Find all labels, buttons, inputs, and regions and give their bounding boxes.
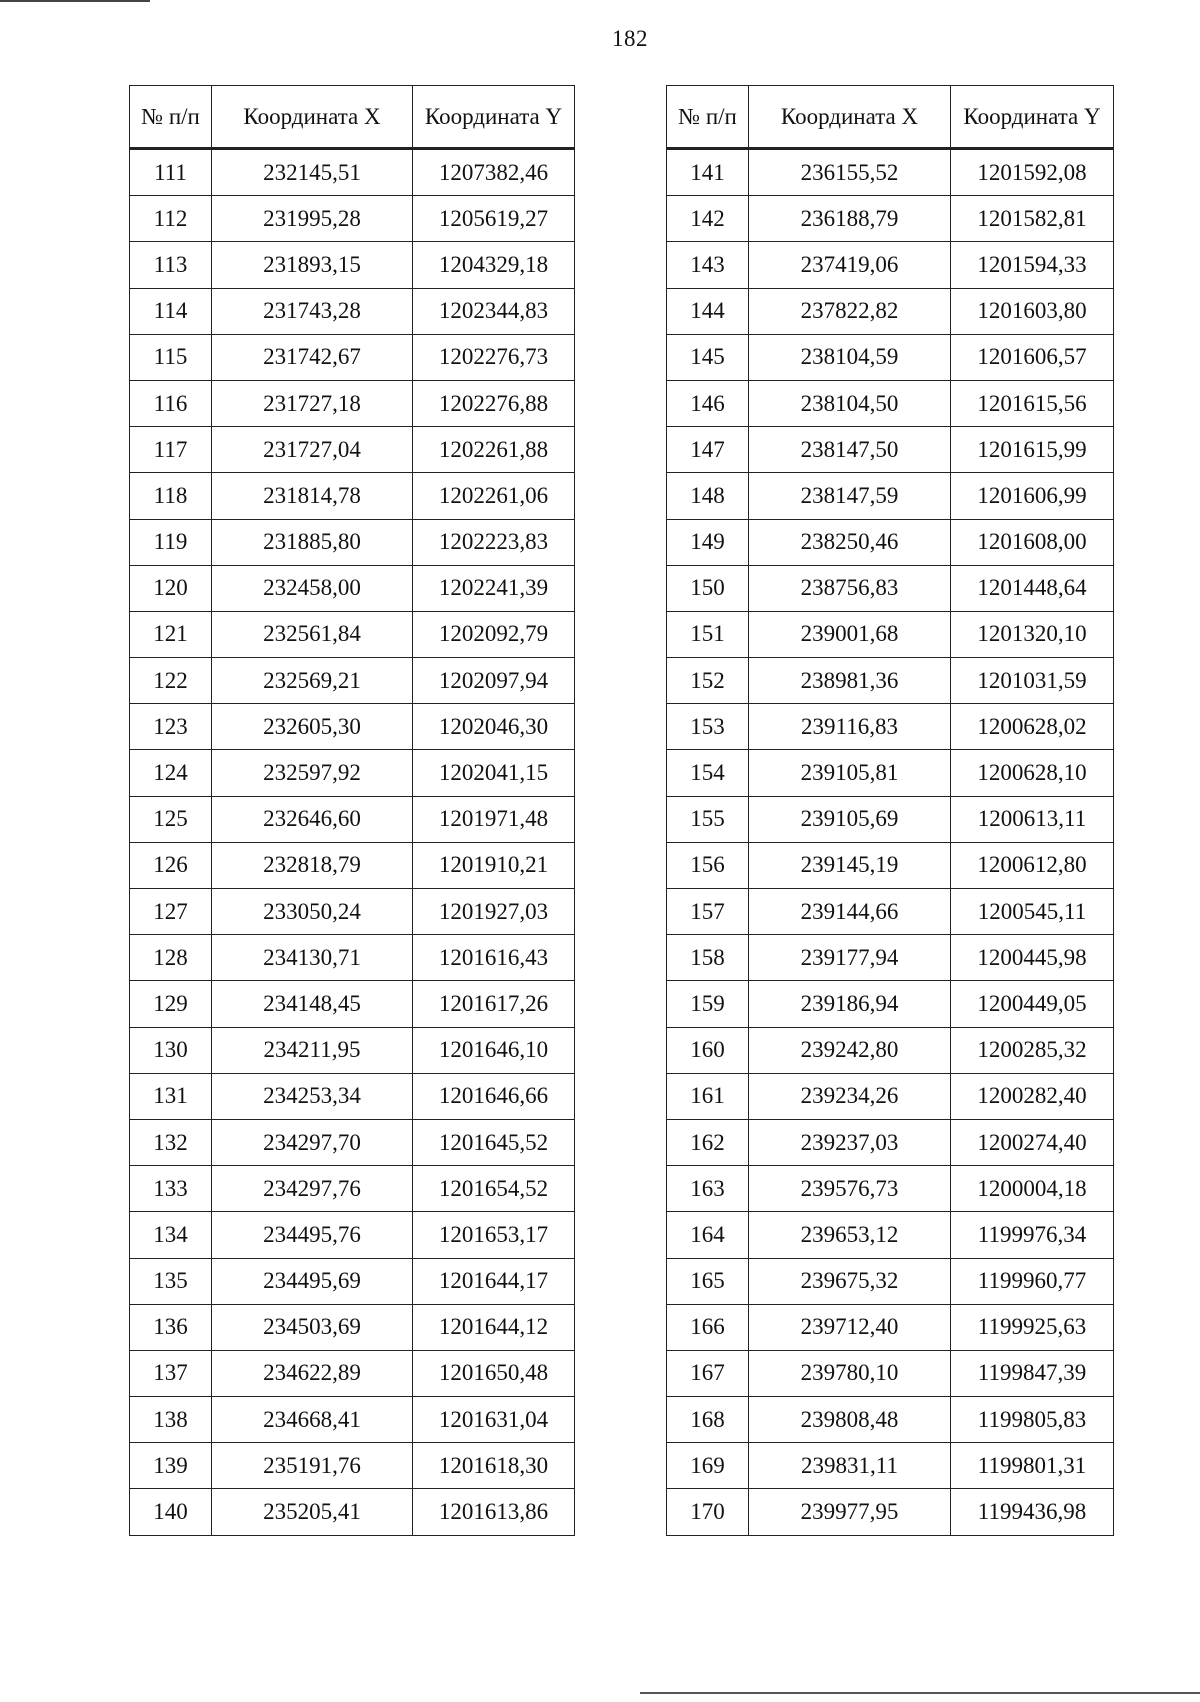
cell-num: 111 — [130, 149, 212, 196]
cell-y: 1202261,88 — [413, 427, 575, 473]
cell-num: 134 — [130, 1212, 212, 1258]
cell-y: 1202241,39 — [413, 565, 575, 611]
cell-x: 239001,68 — [749, 611, 951, 657]
cell-num: 143 — [667, 242, 749, 288]
cell-y: 1201320,10 — [951, 611, 1114, 657]
cell-x: 239712,40 — [749, 1304, 951, 1350]
cell-x: 239237,03 — [749, 1119, 951, 1165]
cell-y: 1201644,17 — [413, 1258, 575, 1304]
cell-x: 234668,41 — [212, 1397, 413, 1443]
cell-x: 231814,78 — [212, 473, 413, 519]
cell-x: 238981,36 — [749, 658, 951, 704]
table-row — [130, 1304, 575, 1350]
cell-y: 1201910,21 — [413, 842, 575, 888]
cell-num: 166 — [667, 1304, 749, 1350]
table-row — [667, 1304, 1114, 1350]
table-row — [667, 1212, 1114, 1258]
table-row — [130, 750, 575, 796]
cell-y: 1200004,18 — [951, 1166, 1114, 1212]
cell-num: 139 — [130, 1443, 212, 1489]
cell-y: 1201031,59 — [951, 658, 1114, 704]
cell-y: 1200612,80 — [951, 842, 1114, 888]
cell-y: 1201971,48 — [413, 796, 575, 842]
cell-y: 1199801,31 — [951, 1443, 1114, 1489]
table-row — [667, 935, 1114, 981]
cell-x: 231885,80 — [212, 519, 413, 565]
cell-x: 232605,30 — [212, 704, 413, 750]
header-num: № п/п — [130, 86, 212, 149]
cell-num: 122 — [130, 658, 212, 704]
cell-x: 239977,95 — [749, 1489, 951, 1535]
cell-num: 135 — [130, 1258, 212, 1304]
cell-y: 1201582,81 — [951, 196, 1114, 242]
table-row — [667, 842, 1114, 888]
cell-num: 128 — [130, 935, 212, 981]
cell-num: 147 — [667, 427, 749, 473]
table-row — [130, 1119, 575, 1165]
cell-y: 1202344,83 — [413, 288, 575, 334]
cell-num: 158 — [667, 935, 749, 981]
table-row — [667, 380, 1114, 426]
cell-num: 115 — [130, 334, 212, 380]
cell-x: 234495,76 — [212, 1212, 413, 1258]
table-row — [667, 1258, 1114, 1304]
cell-x: 239105,81 — [749, 750, 951, 796]
cell-x: 234211,95 — [212, 1027, 413, 1073]
table-row — [130, 519, 575, 565]
cell-num: 161 — [667, 1073, 749, 1119]
table-row — [130, 1397, 575, 1443]
cell-x: 238250,46 — [749, 519, 951, 565]
cell-x: 238104,59 — [749, 334, 951, 380]
table-row — [130, 1258, 575, 1304]
header-y: Координата Y — [951, 86, 1114, 149]
table-row — [130, 1443, 575, 1489]
cell-num: 124 — [130, 750, 212, 796]
cell-y: 1201646,10 — [413, 1027, 575, 1073]
page-number: 182 — [612, 26, 648, 51]
table-row — [130, 380, 575, 426]
table-row — [667, 519, 1114, 565]
cell-y: 1201618,30 — [413, 1443, 575, 1489]
table-row — [667, 981, 1114, 1027]
cell-x: 239116,83 — [749, 704, 951, 750]
table-row — [667, 427, 1114, 473]
cell-y: 1199925,63 — [951, 1304, 1114, 1350]
table-row — [130, 889, 575, 935]
cell-num: 133 — [130, 1166, 212, 1212]
cell-num: 149 — [667, 519, 749, 565]
table-row — [130, 1212, 575, 1258]
cell-num: 130 — [130, 1027, 212, 1073]
cell-num: 137 — [130, 1350, 212, 1396]
table-row — [667, 1397, 1114, 1443]
cell-y: 1200628,10 — [951, 750, 1114, 796]
cell-y: 1201448,64 — [951, 565, 1114, 611]
cell-y: 1202097,94 — [413, 658, 575, 704]
cell-y: 1201927,03 — [413, 889, 575, 935]
cell-num: 155 — [667, 796, 749, 842]
cell-num: 157 — [667, 889, 749, 935]
cell-x: 238104,50 — [749, 380, 951, 426]
cell-y: 1207382,46 — [413, 149, 575, 196]
cell-x: 234622,89 — [212, 1350, 413, 1396]
cell-num: 120 — [130, 565, 212, 611]
cell-num: 152 — [667, 658, 749, 704]
cell-num: 168 — [667, 1397, 749, 1443]
table-row — [667, 704, 1114, 750]
table-row — [667, 288, 1114, 334]
cell-num: 117 — [130, 427, 212, 473]
cell-num: 159 — [667, 981, 749, 1027]
table-row — [130, 1027, 575, 1073]
cell-num: 150 — [667, 565, 749, 611]
table-row — [667, 565, 1114, 611]
cell-x: 234148,45 — [212, 981, 413, 1027]
cell-x: 235191,76 — [212, 1443, 413, 1489]
table-row — [667, 1166, 1114, 1212]
cell-x: 232569,21 — [212, 658, 413, 704]
cell-num: 144 — [667, 288, 749, 334]
cell-y: 1202276,88 — [413, 380, 575, 426]
cell-x: 238147,59 — [749, 473, 951, 519]
table-row — [667, 1350, 1114, 1396]
table-row — [667, 473, 1114, 519]
cell-y: 1202092,79 — [413, 611, 575, 657]
coordinates-table-left — [129, 85, 575, 1536]
table-row — [130, 427, 575, 473]
cell-num: 151 — [667, 611, 749, 657]
table-row — [667, 1073, 1114, 1119]
cell-num: 141 — [667, 149, 749, 196]
cell-num: 145 — [667, 334, 749, 380]
table-row — [667, 334, 1114, 380]
cell-num: 165 — [667, 1258, 749, 1304]
cell-y: 1200449,05 — [951, 981, 1114, 1027]
cell-y: 1202046,30 — [413, 704, 575, 750]
table-row — [667, 242, 1114, 288]
cell-num: 116 — [130, 380, 212, 426]
cell-num: 164 — [667, 1212, 749, 1258]
cell-y: 1201650,48 — [413, 1350, 575, 1396]
cell-num: 170 — [667, 1489, 749, 1535]
cell-num: 153 — [667, 704, 749, 750]
cell-num: 154 — [667, 750, 749, 796]
cell-x: 233050,24 — [212, 889, 413, 935]
cell-x: 239576,73 — [749, 1166, 951, 1212]
table-row — [130, 1489, 575, 1535]
table-row — [130, 1073, 575, 1119]
table-row — [130, 149, 575, 196]
cell-y: 1202276,73 — [413, 334, 575, 380]
cell-y: 1201645,52 — [413, 1119, 575, 1165]
cell-x: 237419,06 — [749, 242, 951, 288]
cell-x: 232646,60 — [212, 796, 413, 842]
cell-y: 1199805,83 — [951, 1397, 1114, 1443]
cell-x: 239105,69 — [749, 796, 951, 842]
table-row — [130, 658, 575, 704]
cell-y: 1199847,39 — [951, 1350, 1114, 1396]
table-row — [130, 334, 575, 380]
table-row — [130, 935, 575, 981]
cell-y: 1200445,98 — [951, 935, 1114, 981]
cell-x: 239242,80 — [749, 1027, 951, 1073]
cell-num: 112 — [130, 196, 212, 242]
table-header-row — [667, 86, 1114, 149]
cell-x: 232597,92 — [212, 750, 413, 796]
cell-y: 1202261,06 — [413, 473, 575, 519]
cell-y: 1201594,33 — [951, 242, 1114, 288]
cell-x: 239675,32 — [749, 1258, 951, 1304]
cell-num: 136 — [130, 1304, 212, 1350]
table-body-left — [130, 149, 575, 1536]
header-y: Координата Y — [413, 86, 575, 149]
cell-num: 131 — [130, 1073, 212, 1119]
cell-y: 1201646,66 — [413, 1073, 575, 1119]
cell-x: 239234,26 — [749, 1073, 951, 1119]
cell-y: 1201613,86 — [413, 1489, 575, 1535]
table-row — [667, 658, 1114, 704]
table-row — [130, 242, 575, 288]
table-row — [130, 796, 575, 842]
cell-y: 1201631,04 — [413, 1397, 575, 1443]
cell-x: 239144,66 — [749, 889, 951, 935]
cell-x: 234253,34 — [212, 1073, 413, 1119]
table-row — [667, 611, 1114, 657]
cell-num: 163 — [667, 1166, 749, 1212]
cell-y: 1199960,77 — [951, 1258, 1114, 1304]
cell-x: 232458,00 — [212, 565, 413, 611]
table-row — [667, 1489, 1114, 1535]
cell-y: 1200285,32 — [951, 1027, 1114, 1073]
coordinates-table-right — [666, 85, 1114, 1536]
table-body-right — [667, 149, 1114, 1536]
cell-x: 236155,52 — [749, 149, 951, 196]
cell-num: 119 — [130, 519, 212, 565]
cell-x: 234297,70 — [212, 1119, 413, 1165]
cell-y: 1200628,02 — [951, 704, 1114, 750]
cell-num: 127 — [130, 889, 212, 935]
cell-x: 239780,10 — [749, 1350, 951, 1396]
cell-x: 231727,18 — [212, 380, 413, 426]
table-row — [130, 704, 575, 750]
cell-x: 239145,19 — [749, 842, 951, 888]
cell-num: 113 — [130, 242, 212, 288]
cell-x: 231743,28 — [212, 288, 413, 334]
cell-num: 169 — [667, 1443, 749, 1489]
cell-y: 1201644,12 — [413, 1304, 575, 1350]
cell-y: 1201615,56 — [951, 380, 1114, 426]
cell-num: 114 — [130, 288, 212, 334]
table-row — [130, 842, 575, 888]
cell-x: 231742,67 — [212, 334, 413, 380]
cell-num: 148 — [667, 473, 749, 519]
cell-y: 1199976,34 — [951, 1212, 1114, 1258]
cell-x: 231995,28 — [212, 196, 413, 242]
cell-x: 237822,82 — [749, 288, 951, 334]
cell-x: 239831,11 — [749, 1443, 951, 1489]
cell-y: 1202223,83 — [413, 519, 575, 565]
cell-x: 234130,71 — [212, 935, 413, 981]
cell-y: 1201653,17 — [413, 1212, 575, 1258]
cell-num: 123 — [130, 704, 212, 750]
cell-num: 156 — [667, 842, 749, 888]
cell-y: 1199436,98 — [951, 1489, 1114, 1535]
scan-edge-mark — [0, 0, 150, 2]
cell-y: 1201608,00 — [951, 519, 1114, 565]
cell-y: 1200545,11 — [951, 889, 1114, 935]
cell-num: 138 — [130, 1397, 212, 1443]
cell-num: 162 — [667, 1119, 749, 1165]
cell-y: 1201606,99 — [951, 473, 1114, 519]
table-row — [130, 611, 575, 657]
table-row — [130, 196, 575, 242]
cell-x: 239653,12 — [749, 1212, 951, 1258]
cell-y: 1201606,57 — [951, 334, 1114, 380]
table-row — [667, 750, 1114, 796]
cell-x: 236188,79 — [749, 196, 951, 242]
cell-x: 232818,79 — [212, 842, 413, 888]
cell-y: 1200282,40 — [951, 1073, 1114, 1119]
cell-num: 125 — [130, 796, 212, 842]
cell-x: 239808,48 — [749, 1397, 951, 1443]
cell-x: 239186,94 — [749, 981, 951, 1027]
cell-x: 231727,04 — [212, 427, 413, 473]
table-row — [667, 196, 1114, 242]
cell-num: 121 — [130, 611, 212, 657]
cell-num: 132 — [130, 1119, 212, 1165]
cell-x: 239177,94 — [749, 935, 951, 981]
table-row — [667, 149, 1114, 196]
cell-x: 238756,83 — [749, 565, 951, 611]
cell-x: 231893,15 — [212, 242, 413, 288]
cell-y: 1201617,26 — [413, 981, 575, 1027]
cell-y: 1201654,52 — [413, 1166, 575, 1212]
cell-y: 1200613,11 — [951, 796, 1114, 842]
cell-x: 234297,76 — [212, 1166, 413, 1212]
cell-x: 232145,51 — [212, 149, 413, 196]
header-num: № п/п — [667, 86, 749, 149]
cell-num: 142 — [667, 196, 749, 242]
table-row — [130, 981, 575, 1027]
cell-num: 146 — [667, 380, 749, 426]
cell-y: 1202041,15 — [413, 750, 575, 796]
cell-y: 1205619,27 — [413, 196, 575, 242]
header-x: Координата X — [749, 86, 951, 149]
cell-y: 1200274,40 — [951, 1119, 1114, 1165]
table-header-row — [130, 86, 575, 149]
cell-num: 118 — [130, 473, 212, 519]
cell-y: 1204329,18 — [413, 242, 575, 288]
cell-x: 235205,41 — [212, 1489, 413, 1535]
table-row — [130, 565, 575, 611]
header-x: Координата X — [212, 86, 413, 149]
cell-y: 1201616,43 — [413, 935, 575, 981]
cell-y: 1201615,99 — [951, 427, 1114, 473]
table-row — [667, 889, 1114, 935]
table-row — [130, 1166, 575, 1212]
scan-bottom-rule — [640, 1692, 1200, 1694]
table-row — [667, 1443, 1114, 1489]
cell-y: 1201592,08 — [951, 149, 1114, 196]
cell-num: 126 — [130, 842, 212, 888]
table-row — [130, 288, 575, 334]
cell-y: 1201603,80 — [951, 288, 1114, 334]
cell-x: 238147,50 — [749, 427, 951, 473]
cell-x: 232561,84 — [212, 611, 413, 657]
table-row — [667, 1119, 1114, 1165]
table-row — [130, 473, 575, 519]
cell-num: 160 — [667, 1027, 749, 1073]
table-row — [667, 1027, 1114, 1073]
table-row — [130, 1350, 575, 1396]
cell-x: 234495,69 — [212, 1258, 413, 1304]
cell-x: 234503,69 — [212, 1304, 413, 1350]
cell-num: 129 — [130, 981, 212, 1027]
cell-num: 140 — [130, 1489, 212, 1535]
table-row — [667, 796, 1114, 842]
cell-num: 167 — [667, 1350, 749, 1396]
